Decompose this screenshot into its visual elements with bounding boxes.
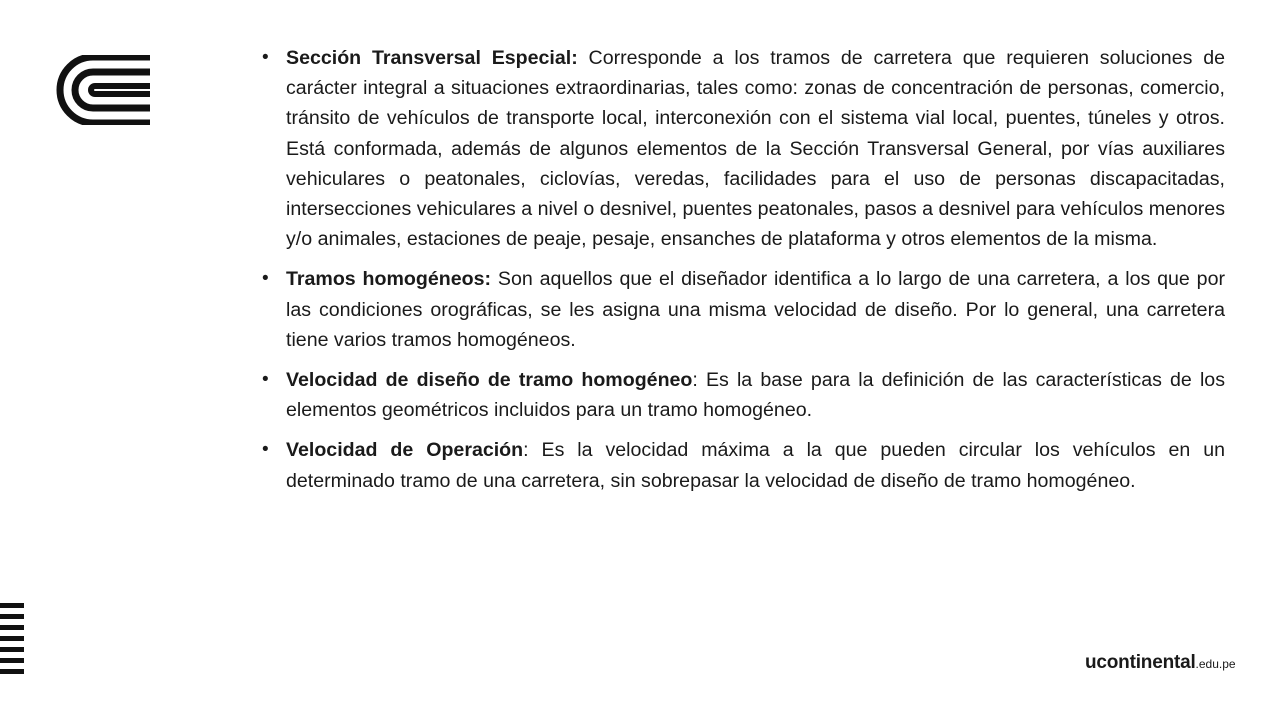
brand-footer — [1085, 652, 1236, 674]
bullet-item — [262, 264, 1225, 355]
bullet-term: Velocidad de diseño de tramo homogéneo — [286, 369, 693, 392]
bullet-dot: • — [262, 439, 269, 461]
bullet-dot: • — [262, 47, 269, 68]
bullet-term: Velocidad de Operación — [286, 439, 524, 462]
bullet-text: Son aquellos que el diseñador identifica a lo largo de una carretera, a los que por las condiciones orográficas, se les asigna una misma velocidad de diseño. Por lo general, una carretera tiene varios tramos homogéneos. — [286, 268, 1225, 351]
bullet-text: : Es la base para la definición de las características de los elementos geométricos incluidos para un tramo homogéneo. — [286, 369, 1225, 422]
brand-domain-suffix: .edu.pe — [1195, 657, 1236, 671]
stacked-bars-logo-icon — [0, 603, 26, 675]
bullet-item — [262, 365, 1225, 425]
bullet-text: : Es la velocidad máxima a la que pueden circular los vehículos en un determinado tramo de una carretera, sin sobrepasar la velocidad de diseño de tramo homogéneo. — [286, 439, 1225, 492]
bullet-item — [262, 435, 1225, 495]
bullet-dot: • — [262, 268, 269, 290]
brand-name: ucontinental — [1085, 652, 1196, 673]
bullet-dot: • — [262, 369, 269, 391]
bullet-text: Corresponde a los tramos de carretera que requieren soluciones de carácter integral a situaciones extraordinarias, tales como: zonas de concentración de personas, comercio, tránsito de vehículos de transporte local, interconexión con el sistema vial local, puentes, túneles y otros. Está conformada, además de algunos elementos de la Sección Transversal General, por vías auxiliares vehiculares o peatonales, ciclovías, veredas, facilidades para el uso de personas discapacitadas, intersecciones vehiculares a nivel o desnivel, puentes peatonales, pasos a desnivel para vehículos menores y/o animales, estaciones de peaje, pesaje, ensanches de plataforma y otros elementos de la misma. — [286, 47, 1225, 251]
bullet-list — [262, 43, 1225, 506]
bullet-term: Tramos homogéneos: — [286, 268, 492, 291]
bullet-term: Sección Transversal Especial: — [286, 47, 578, 69]
continental-c-logo-icon — [55, 55, 150, 125]
bullet-item — [262, 43, 1225, 254]
